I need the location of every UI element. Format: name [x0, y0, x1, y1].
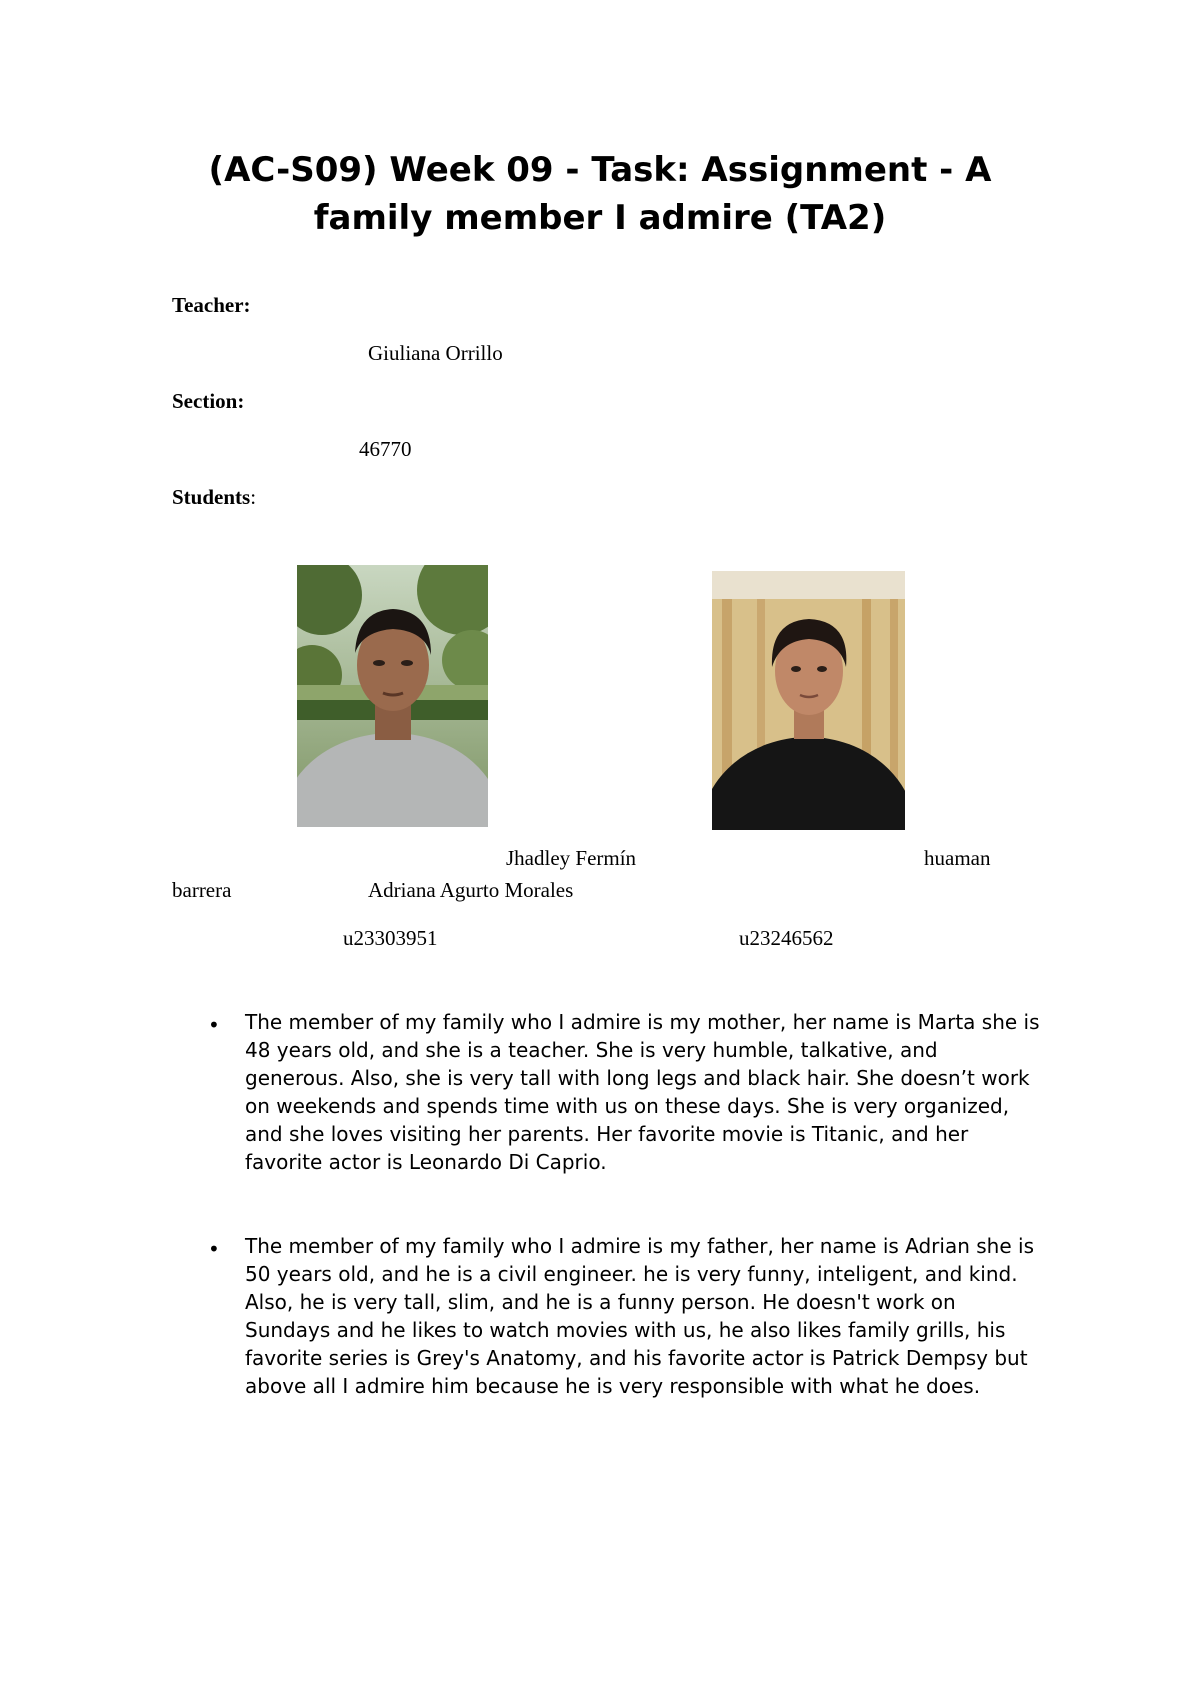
student-1-name-part1: Jhadley Fermín	[506, 846, 637, 870]
bullet-icon: •	[208, 1013, 220, 1037]
student-photo-female	[712, 571, 905, 830]
students-heading	[172, 485, 256, 510]
student-1-name-part3: barrera	[172, 878, 232, 902]
student-2-code: u23246562	[739, 926, 834, 950]
student-photo-female-icon	[712, 571, 905, 830]
student-1-code: u23303951	[343, 926, 438, 950]
paragraph-text: The member of my family who I admire is my father, her name is Adrian she is 50 years old, and he is a civil engineer. he is very funny, inteligent, and kind. Also, he is very tall, slim, and he is a funny person. He doesn't work on Sundays and he likes to watch movies with us, he also likes family grills, his favorite series is Grey's Anatomy, and his favorite actor is Patrick Dempsy but above all I admire him because he is very responsible with what he does.	[245, 1234, 1034, 1398]
teacher-label: Teacher:	[172, 293, 251, 317]
student-photo-male-icon	[297, 565, 488, 827]
section-label: Section:	[172, 389, 245, 413]
student-1-name-part2: huaman	[924, 846, 991, 870]
students-colon: :	[250, 485, 257, 509]
section-value: 46770	[359, 437, 412, 461]
teacher-name: Giuliana Orrillo	[368, 341, 503, 365]
bullet-icon: •	[208, 1237, 220, 1261]
students-label: Students	[172, 485, 251, 509]
student-photo-male	[297, 565, 488, 827]
paragraph-text: The member of my family who I admire is my mother, her name is Marta she is 48 years old, and she is a teacher. She is very humble, talkative, and generous. Also, she is very tall with long legs and black hair. She doesn’t work on weekends and spends time with us on these days. She is very organized, and she loves visiting her parents. Her favorite movie is Titanic, and her favorite actor is Leonardo Di Caprio.	[245, 1010, 1040, 1174]
list-item	[200, 1008, 1040, 1176]
list-item	[200, 1232, 1040, 1400]
document-title: (AC-S09) Week 09 - Task: Assignment - A family member I admire (TA2)	[208, 150, 992, 238]
student-2-name: Adriana Agurto Morales	[368, 878, 574, 902]
paragraph-list	[200, 1008, 1040, 1456]
